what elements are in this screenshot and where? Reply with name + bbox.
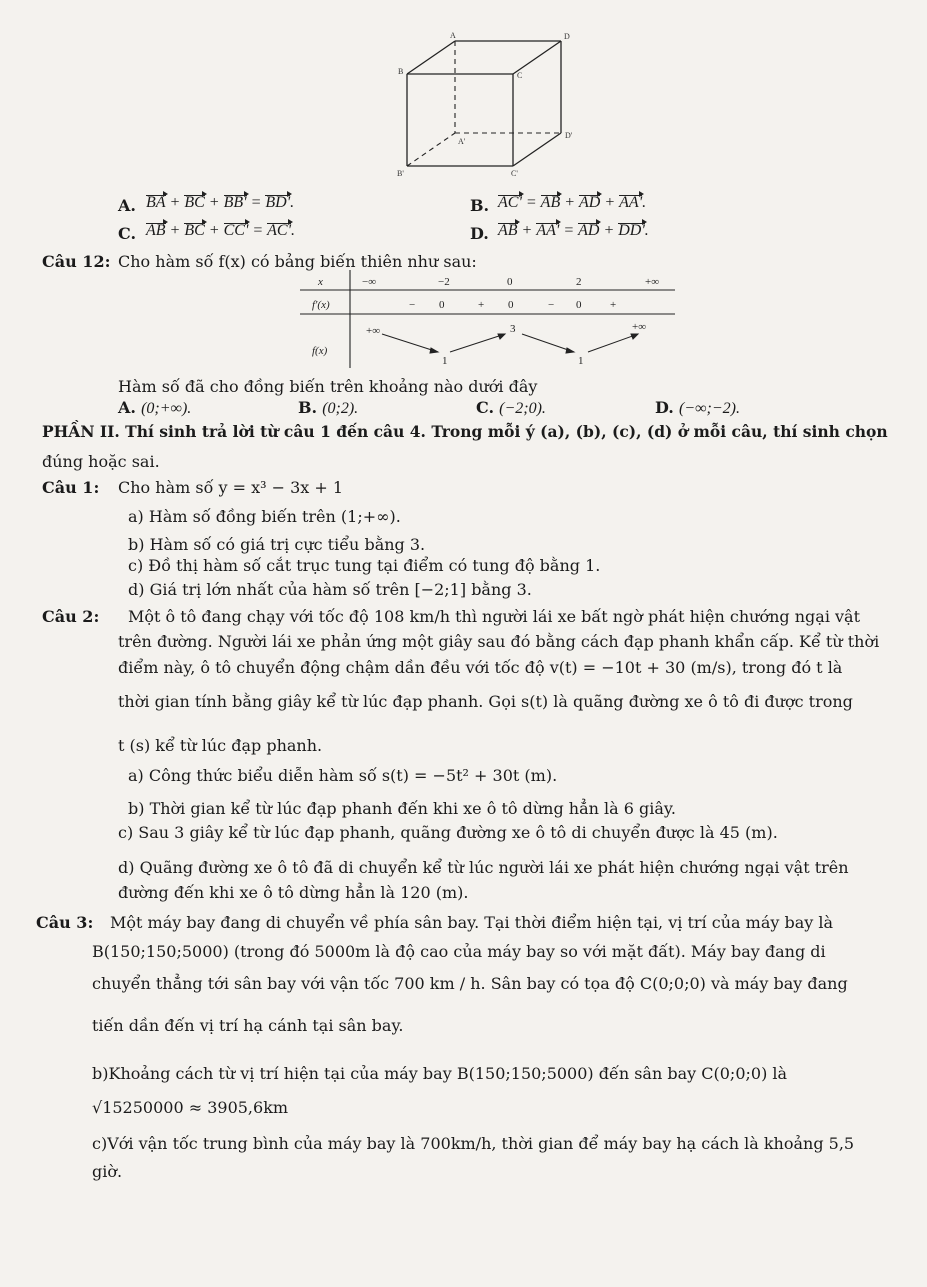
table-sign: + [610,299,617,311]
q11-option-a-expr: BA + BC + BB' = BD'. [146,194,295,211]
c3-statement-b-line-2: √15250000 ≈ 3905,6km [92,1098,289,1117]
c2-statement-a: a) Công thức biểu diễn hàm số s(t) = −5t² + 30t (m). [128,766,558,785]
cube-label-a-prime: A' [458,137,466,146]
q11-option-a-label: A. [118,196,136,215]
table-sign: − [409,299,416,311]
q12-option-b-value: (0;2). [322,400,359,417]
table-sign: 0 [508,299,514,311]
table-sign: 0 [576,299,582,311]
table-x-value: +∞ [645,276,660,288]
c2-line-3: điểm này, ô tô chuyển động chậm dần đều với tốc độ v(t) = −10t + 30 (m/s), trong đó t là [118,658,843,677]
q11-option-c-expr: AB + BC + CC' = AC'. [146,222,296,239]
c3-statement-c-line-1: c)Với vận tốc trung bình của máy bay là 700km/h, thời gian để máy bay hạ cách là khoảng 5,5 [92,1134,855,1153]
c1-statement-c: c) Đồ thị hàm số cắt trục tung tại điểm có tung độ bằng 1. [128,556,601,575]
cube-label-c: C [517,71,523,80]
q12-option-a-label: A. [118,398,136,417]
table-sign: 0 [439,299,445,311]
q12-option-a [118,398,191,418]
table-sign: + [478,299,485,311]
table-x-value: −∞ [362,276,377,288]
table-f-label: f(x) [312,345,328,357]
variation-table [300,268,690,373]
c1-intro: Cho hàm số y = x³ − 3x + 1 [118,478,344,497]
c3-statement-c-line-2: giờ. [92,1162,123,1181]
c2-statement-d-line-2: đường đến khi xe ô tô dừng hẳn là 120 (m). [118,883,469,902]
q12-option-b [298,398,358,418]
c3-statement-b-line-1: b)Khoảng cách từ vị trí hiện tại của máy bay B(150;150;5000) đến sân bay C(0;0;0) là [92,1064,788,1083]
table-x-value: 0 [507,276,513,288]
c1-statement-b: b) Hàm số có giá trị cực tiểu bằng 3. [128,535,426,554]
c2-statement-c: c) Sau 3 giây kể từ lúc đạp phanh, quãng đường xe ô tô di chuyển được là 45 (m). [118,823,778,842]
q11-option-c-label: C. [118,224,137,243]
cube-figure [395,30,595,180]
q12-option-c-value: (−2;0). [499,400,546,417]
c3-line-2: B(150;150;5000) (trong đó 5000m là độ cao của máy bay so với mặt đất). Máy bay đang di [92,942,826,961]
table-x-value: −2 [438,276,450,288]
c2-line-4: thời gian tính bằng giây kể từ lúc đạp phanh. Gọi s(t) là quãng đường xe ô tô đi được trong [118,692,853,711]
c2-statement-d-line-1: d) Quãng đường xe ô tô đã di chuyển kể từ lúc người lái xe phát hiện chướng ngại vật trên [118,858,849,877]
table-f-value: +∞ [366,325,381,337]
part2-heading: PHẦN II. Thí sinh trả lời từ câu 1 đến câu 4. Trong mỗi ý (a), (b), (c), (d) ở mỗi câu, thí sinh chọn [42,422,888,441]
cube-label-a: A [450,31,456,40]
cube-label-d-prime: D' [565,131,573,140]
c3-line-3: chuyển thẳng tới sân bay với vận tốc 700 km / h. Sân bay có tọa độ C(0;0;0) và máy bay đang [92,974,848,993]
q11-option-b-expr: AC' = AB + AD + AA'. [498,194,647,211]
cube-label-d: D [564,32,570,41]
table-x-value: 2 [576,276,582,288]
q12-option-b-label: B. [298,398,318,417]
table-f-value: 3 [510,323,516,335]
table-f-value: 1 [442,355,448,367]
q12-option-d-value: (−∞;−2). [678,400,740,417]
table-f-value: +∞ [632,321,647,333]
cube-label-c-prime: C' [511,169,518,178]
part2-heading-cont: đúng hoặc sai. [42,452,160,471]
q11-option-d-expr: AB + AA' = AD + DD'. [498,222,649,239]
c2-statement-b: b) Thời gian kể từ lúc đạp phanh đến khi xe ô tô dừng hẳn là 6 giây. [128,799,676,818]
c2-title: Câu 2: [42,607,100,626]
q12-intro: Cho hàm số f(x) có bảng biến thiên như sau: [118,252,477,271]
c2-line-5: t (s) kể từ lúc đạp phanh. [118,736,323,755]
q12-question: Hàm số đã cho đồng biến trên khoảng nào dưới đây [118,377,538,396]
c3-line-1: Một máy bay đang di chuyển về phía sân bay. Tại thời điểm hiện tại, vị trí của máy bay là [110,913,834,932]
c2-line-1: Một ô tô đang chạy với tốc độ 108 km/h thì người lái xe bất ngờ phát hiện chướng ngại vật [128,607,861,626]
cube-label-b: B [398,67,404,76]
cube-label-b-prime: B' [397,169,404,178]
table-sign: − [548,299,555,311]
q12-option-d [655,398,740,418]
c3-title: Câu 3: [36,913,94,932]
c1-title: Câu 1: [42,478,100,497]
c3-line-4: tiến dần đến vị trí hạ cánh tại sân bay. [92,1016,404,1035]
q12-option-c [476,398,546,418]
q11-option-d-label: D. [470,224,489,243]
c2-line-2: trên đường. Người lái xe phản ứng một giây sau đó bằng cách đạp phanh khẩn cấp. Kể từ thời [118,632,880,651]
q12-option-a-value: (0;+∞). [141,400,192,417]
q12-option-d-label: D. [655,398,674,417]
table-fprime-label: f'(x) [312,299,330,311]
q11-option-b-label: B. [470,196,490,215]
table-x-label: x [318,276,323,288]
c1-statement-a: a) Hàm số đồng biến trên (1;+∞). [128,507,401,526]
q12-title: Câu 12: [42,252,111,271]
c1-statement-d: d) Giá trị lớn nhất của hàm số trên [−2;1] bằng 3. [128,580,532,599]
table-f-value: 1 [578,355,584,367]
q12-option-c-label: C. [476,398,495,417]
